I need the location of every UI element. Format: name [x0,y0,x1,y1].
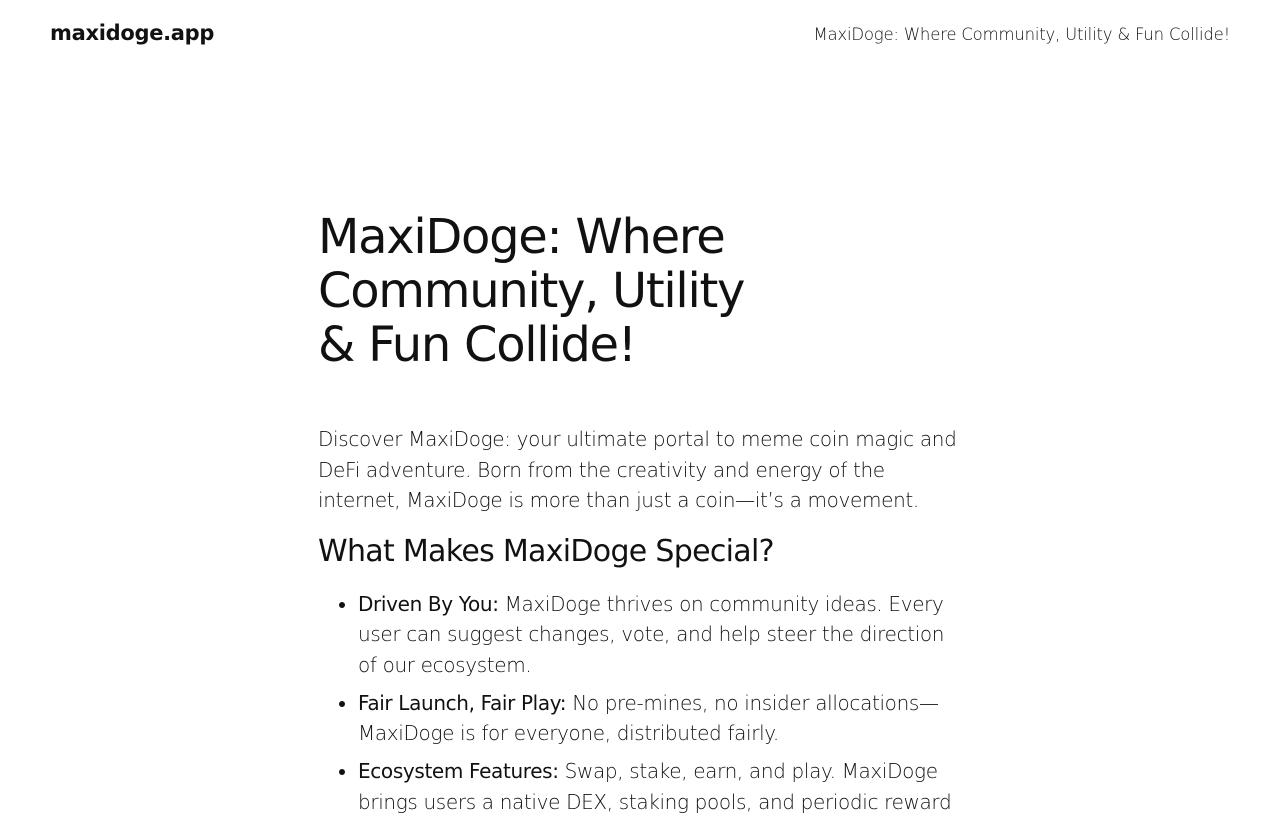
feature-list [318,589,963,818]
site-tagline: MaxiDoge: Where Community, Utility & Fun Collide! [813,25,1230,44]
feature-item-fair-launch [358,688,963,749]
feature-term: Driven By You: [358,591,499,616]
feature-text: No pre-mines, no insider allocations—MaxiDoge is for everyone, distributed fairly. [358,690,939,745]
feature-text: MaxiDoge thrives on community ideas. Every user can suggest changes, vote, and help steer the direction of our ecosystem. [358,591,945,677]
feature-item-driven-by-you [358,589,963,681]
site-title-link[interactable]: maxidoge.app [50,21,215,45]
section-heading: What Makes MaxiDoge Special? [318,533,774,569]
feature-term: Ecosystem Features: [358,759,559,783]
feature-term: Fair Launch, Fair Play: [358,690,567,715]
main-content [318,210,963,825]
intro-paragraph: Discover MaxiDoge: your ultimate portal to meme coin magic and DeFi adventure. Born from the creativity and energy of the internet, MaxiDoge is more than just a coin—it’s a movement. [318,427,957,512]
feature-text: Swap, stake, earn, and play. MaxiDoge brings users a native DEX, staking pools, and periodic reward [358,759,952,814]
site-header [0,0,1280,70]
page-title: MaxiDoge: Where Community, Utility & Fun Collide! [318,209,745,373]
feature-item-ecosystem-features [358,756,963,817]
